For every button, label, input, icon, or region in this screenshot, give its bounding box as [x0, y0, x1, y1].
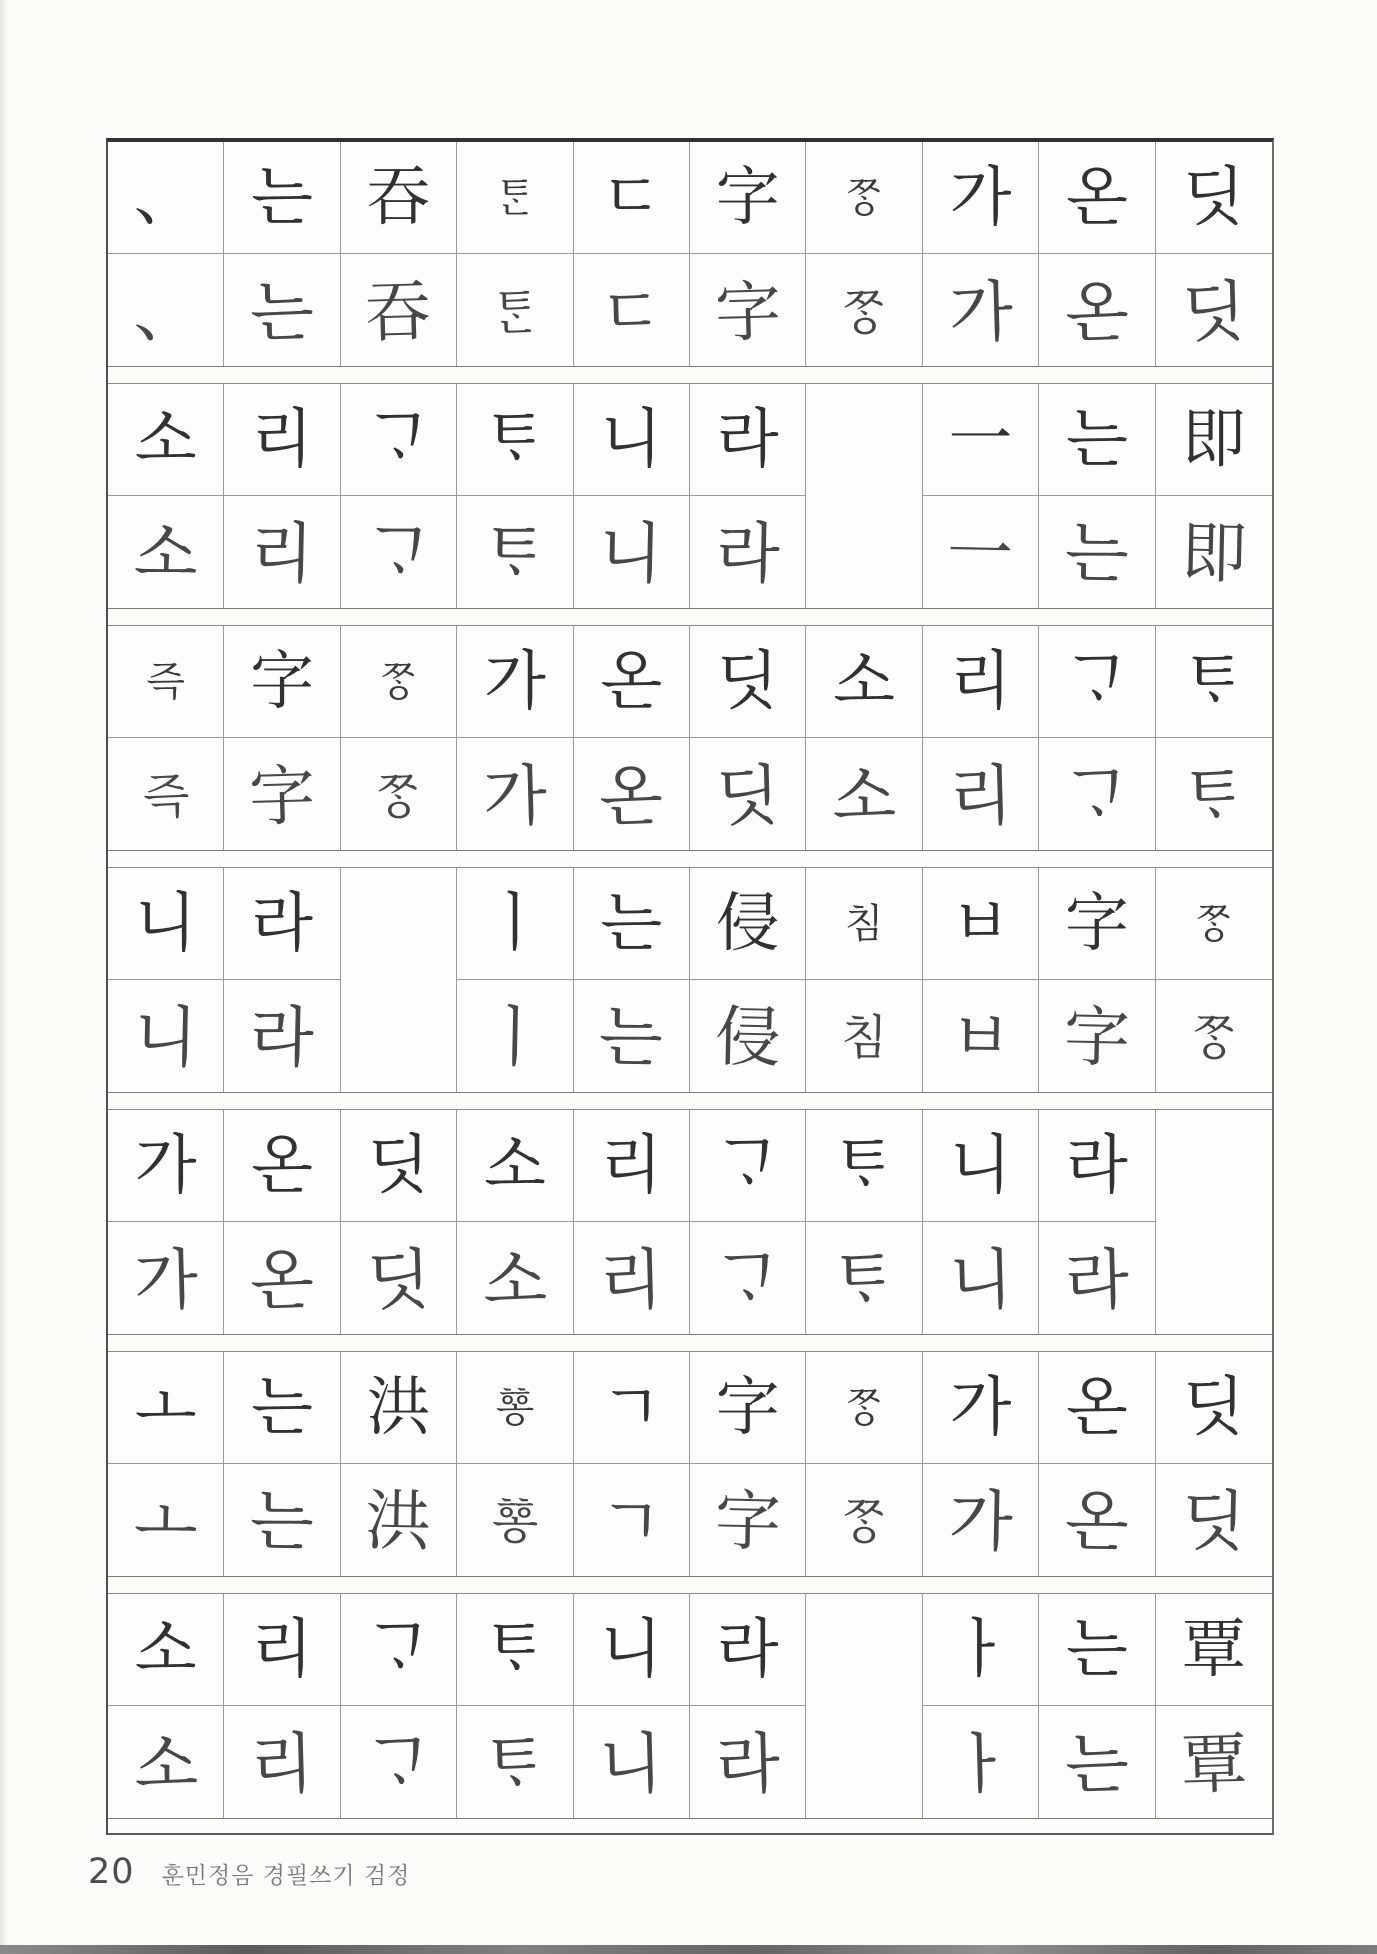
- handwritten-character: ㅗ: [132, 1482, 199, 1561]
- model-cell: [1156, 142, 1272, 254]
- model-character: 即: [1181, 402, 1246, 477]
- model-character: 즉: [146, 658, 186, 705]
- model-character: ᄐᆞ: [833, 1128, 895, 1203]
- handwritten-character: 字: [1063, 998, 1131, 1077]
- handwritten-character: 즉: [141, 768, 190, 826]
- handwritten-character: 字: [713, 273, 782, 352]
- practice-cell: [108, 254, 224, 366]
- practice-cell: [1156, 254, 1272, 366]
- model-cell: [806, 626, 922, 738]
- model-cell: [806, 868, 922, 980]
- model-cell: [690, 1594, 806, 1706]
- practice-cell: [341, 1464, 457, 1576]
- model-character: ㄷ: [600, 160, 663, 235]
- handwritten-character: ᄍᆞᆼ: [840, 1493, 888, 1551]
- model-character: ㅂ: [949, 886, 1012, 961]
- model-character: ᄍᆞᆼ: [1194, 900, 1234, 947]
- handwritten-character: 소: [132, 514, 199, 593]
- model-cell: [1039, 142, 1155, 254]
- model-cell: [806, 1110, 922, 1222]
- handwritten-character: 니: [598, 514, 664, 593]
- model-cell: [224, 1110, 340, 1222]
- model-cell: [457, 1352, 573, 1464]
- character-block: [108, 1109, 1272, 1335]
- model-cell: [108, 626, 224, 738]
- model-character: 가: [949, 1370, 1012, 1445]
- handwritten-character: ㄷ: [598, 273, 665, 352]
- model-character: 온: [1065, 1370, 1128, 1445]
- model-character: ᄀᆞ: [716, 1128, 779, 1203]
- practice-cell: [341, 1706, 457, 1818]
- handwritten-character: 딧: [1181, 1482, 1247, 1561]
- practice-cell: [1039, 738, 1155, 850]
- scan-edge-bottom: [0, 1945, 1377, 1954]
- model-character: 는: [251, 1370, 313, 1445]
- practice-cell: [574, 1222, 690, 1334]
- handwritten-character: 、: [131, 273, 200, 352]
- model-cell: [574, 1110, 690, 1222]
- model-character: 는: [251, 160, 313, 235]
- handwritten-character: ᄀᆞ: [365, 514, 432, 593]
- model-cell: [341, 142, 457, 254]
- handwritten-character: 侵: [713, 998, 782, 1077]
- model-character: 온: [251, 1128, 313, 1203]
- practice-cell: [923, 1706, 1039, 1818]
- model-character: ᄍᆞᆼ: [844, 1384, 884, 1431]
- model-cell: [457, 1110, 573, 1222]
- model-character: 字: [1064, 886, 1129, 961]
- handwritten-character: ᄀᆞ: [1064, 757, 1130, 836]
- handwritten-character: 洪: [364, 1482, 433, 1561]
- model-character: ㄱ: [600, 1370, 663, 1445]
- practice-cell: [108, 1464, 224, 1576]
- practice-cell: [341, 1222, 457, 1334]
- model-character: 가: [483, 644, 546, 719]
- handwritten-character: 라: [249, 998, 315, 1077]
- page-footer: [88, 1852, 410, 1892]
- handwritten-character: ㅣ: [482, 998, 548, 1077]
- practice-cell: [457, 1706, 573, 1818]
- handwritten-character: 는: [598, 998, 664, 1077]
- handwritten-character: 라: [714, 514, 781, 593]
- handwritten-character: 소: [132, 1725, 199, 1804]
- practice-cell: [806, 1222, 922, 1334]
- model-character: 소: [483, 1128, 546, 1203]
- practice-cell: [224, 254, 340, 366]
- practice-cell: [457, 254, 573, 366]
- practice-cell: [108, 738, 224, 850]
- model-character: ᄍᆞᆼ: [844, 174, 884, 221]
- model-cell: [574, 868, 690, 980]
- model-character: 는: [1065, 1612, 1128, 1687]
- practice-cell: [224, 738, 340, 850]
- model-cell: [923, 384, 1039, 496]
- practice-cell: [574, 496, 690, 608]
- model-cell: [341, 1594, 457, 1706]
- practice-cell: [457, 1464, 573, 1576]
- blank-cell: [1156, 1110, 1272, 1334]
- handwritten-character: ᄐᆞ: [1180, 757, 1247, 836]
- handwritten-character: 는: [249, 1482, 315, 1561]
- practice-cell: [923, 254, 1039, 366]
- model-character: ᄐᆞ: [1182, 644, 1245, 719]
- handwritten-character: ㅂ: [947, 998, 1014, 1077]
- practice-cell: [690, 980, 806, 1092]
- model-cell: [574, 1594, 690, 1706]
- practice-cell: [690, 1464, 806, 1576]
- model-cell: [1156, 626, 1272, 738]
- blank-cell: [806, 1594, 922, 1818]
- practice-cell: [1039, 496, 1155, 608]
- practice-cell: [1039, 980, 1155, 1092]
- model-cell: [1039, 384, 1155, 496]
- practice-cell: [923, 496, 1039, 608]
- handwritten-character: ᄍᆞᆼ: [840, 284, 889, 342]
- model-cell: [806, 142, 922, 254]
- handwritten-character: ᄐᆞ: [482, 514, 548, 593]
- model-character: 는: [1065, 402, 1128, 477]
- model-cell: [574, 142, 690, 254]
- practice-cell: [108, 496, 224, 608]
- practice-cell: [1039, 1464, 1155, 1576]
- handwritten-character: 리: [947, 757, 1014, 836]
- handwritten-character: 覃: [1179, 1725, 1248, 1804]
- handwritten-character: 가: [947, 1482, 1014, 1561]
- model-cell: [690, 142, 806, 254]
- model-character: 侵: [715, 886, 780, 961]
- handwritten-character: 리: [249, 1725, 316, 1804]
- model-character: 온: [1065, 160, 1128, 235]
- handwritten-character: 딧: [1180, 273, 1247, 352]
- handwritten-character: 침: [840, 1009, 888, 1067]
- handwritten-character: ᄍᆞᆼ: [1189, 1009, 1238, 1067]
- character-block: [108, 383, 1272, 609]
- practice-cell: [574, 980, 690, 1092]
- practice-cell: [690, 496, 806, 608]
- model-cell: [457, 142, 573, 254]
- practice-cell: [690, 254, 806, 366]
- practice-cell: [574, 1464, 690, 1576]
- model-cell: [1156, 868, 1272, 980]
- model-character: 니: [600, 1612, 663, 1687]
- character-block: [108, 142, 1272, 367]
- model-cell: [341, 384, 457, 496]
- model-cell: [923, 626, 1039, 738]
- model-character: 가: [949, 160, 1012, 235]
- practice-cell: [457, 1222, 573, 1334]
- model-cell: [224, 384, 340, 496]
- practice-cell: [923, 738, 1039, 850]
- model-cell: [923, 1110, 1039, 1222]
- model-character: 니: [134, 886, 197, 961]
- model-character: 리: [949, 644, 1012, 719]
- handwritten-character: 는: [1064, 1725, 1130, 1804]
- model-cell: [690, 384, 806, 496]
- practice-cell: [224, 1464, 340, 1576]
- model-cell: [1156, 1594, 1272, 1706]
- handwritten-character: 即: [1179, 514, 1248, 593]
- handwritten-character: 딧: [714, 757, 781, 836]
- model-character: 覃: [1181, 1612, 1246, 1687]
- model-character: 洪: [366, 1370, 431, 1445]
- model-character: 리: [251, 402, 313, 477]
- scan-edge-left: [0, 0, 7, 1954]
- practice-cell: [806, 254, 922, 366]
- practice-cell: [690, 1222, 806, 1334]
- practice-cell: [806, 1464, 922, 1576]
- model-character: 字: [715, 1370, 780, 1445]
- model-character: 라: [1065, 1128, 1128, 1203]
- handwritten-character: ᄐᆞᆫ: [491, 284, 539, 342]
- model-cell: [806, 1352, 922, 1464]
- model-character: ᄀᆞ: [1065, 644, 1128, 719]
- footer-title: 훈민정음 경필쓰기 검정: [161, 1863, 411, 1889]
- model-character: 딧: [1182, 1370, 1245, 1445]
- model-cell: [108, 142, 224, 254]
- model-cell: [690, 626, 806, 738]
- handwritten-character: 라: [1064, 1241, 1130, 1320]
- model-cell: [690, 1352, 806, 1464]
- page-number: 20: [88, 1852, 135, 1892]
- handwritten-character: ᄐᆞ: [482, 1725, 548, 1804]
- model-cell: [1039, 1594, 1155, 1706]
- model-character: 라: [251, 886, 313, 961]
- handwritten-character: 字: [713, 1482, 782, 1561]
- handwritten-character: 가: [482, 757, 548, 836]
- handwritten-character: 一: [946, 514, 1015, 593]
- model-cell: [224, 1352, 340, 1464]
- model-cell: [108, 1594, 224, 1706]
- model-cell: [923, 868, 1039, 980]
- handwritten-character: ᄐᆞ: [831, 1241, 898, 1320]
- model-character: ㅣ: [483, 886, 546, 961]
- practice-cell: [1156, 496, 1272, 608]
- model-cell: [574, 626, 690, 738]
- handwritten-character: 소: [482, 1241, 548, 1320]
- handwritten-character: 온: [1064, 273, 1130, 352]
- model-character: 침: [844, 900, 884, 947]
- practice-table: [106, 138, 1274, 1835]
- practice-cell: [457, 496, 573, 608]
- model-cell: [341, 1110, 457, 1222]
- handwritten-character: 가: [132, 1241, 199, 1320]
- model-character: 라: [716, 1612, 779, 1687]
- handwritten-character: ᅘᅩᆼ: [491, 1493, 539, 1551]
- handwritten-character: ㄱ: [598, 1482, 664, 1561]
- practice-cell: [224, 1222, 340, 1334]
- practice-cell: [806, 980, 922, 1092]
- practice-cell: [806, 738, 922, 850]
- model-cell: [923, 142, 1039, 254]
- model-cell: [457, 626, 573, 738]
- model-cell: [1039, 868, 1155, 980]
- handwritten-character: 딧: [365, 1241, 432, 1320]
- practice-cell: [690, 738, 806, 850]
- handwritten-character: 리: [249, 514, 315, 593]
- practice-cell: [1156, 980, 1272, 1092]
- handwritten-character: 가: [947, 273, 1014, 352]
- model-character: ㅗ: [134, 1370, 197, 1445]
- practice-cell: [574, 254, 690, 366]
- model-cell: [457, 868, 573, 980]
- model-cell: [1039, 626, 1155, 738]
- model-character: ᅘᅩᆼ: [495, 1384, 535, 1431]
- model-cell: [690, 1110, 806, 1222]
- model-character: 소: [134, 402, 197, 477]
- practice-cell: [923, 980, 1039, 1092]
- model-cell: [224, 626, 340, 738]
- handwritten-character: 온: [598, 757, 665, 836]
- model-character: 字: [250, 644, 315, 719]
- model-character: 리: [251, 1612, 313, 1687]
- model-cell: [224, 868, 340, 980]
- model-character: ᄍᆞᆼ: [379, 658, 418, 705]
- practice-cell: [341, 496, 457, 608]
- model-cell: [923, 1594, 1039, 1706]
- model-character: 라: [716, 402, 779, 477]
- model-character: 온: [600, 644, 663, 719]
- practice-cell: [690, 1706, 806, 1818]
- handwritten-character: 는: [249, 273, 316, 352]
- model-cell: [574, 384, 690, 496]
- model-cell: [341, 626, 457, 738]
- handwritten-character: ᄀᆞ: [714, 1241, 781, 1320]
- practice-cell: [1156, 1464, 1272, 1576]
- model-cell: [224, 1594, 340, 1706]
- practice-cell: [1156, 1706, 1272, 1818]
- model-character: 니: [600, 402, 663, 477]
- practice-cell: [224, 980, 340, 1092]
- handwritten-character: 소: [831, 757, 898, 836]
- model-character: ᄐᆞᆫ: [495, 174, 535, 221]
- model-cell: [341, 1352, 457, 1464]
- practice-cell: [574, 1706, 690, 1818]
- handwritten-character: ㅏ: [947, 1725, 1014, 1804]
- handwritten-character: 온: [249, 1241, 316, 1320]
- model-cell: [923, 1352, 1039, 1464]
- practice-cell: [108, 1222, 224, 1334]
- model-character: 소: [134, 1612, 197, 1687]
- model-character: ᄀᆞ: [367, 402, 430, 477]
- model-cell: [224, 142, 340, 254]
- model-cell: [108, 1110, 224, 1222]
- model-cell: [1039, 1110, 1155, 1222]
- model-character: 는: [600, 886, 663, 961]
- model-character: 딧: [716, 644, 779, 719]
- model-cell: [108, 868, 224, 980]
- character-block: [108, 867, 1272, 1093]
- model-cell: [108, 1352, 224, 1464]
- practice-cell: [923, 1222, 1039, 1334]
- practice-cell: [574, 738, 690, 850]
- model-cell: [1156, 1352, 1272, 1464]
- model-cell: [108, 384, 224, 496]
- practice-cell: [1039, 1706, 1155, 1818]
- model-character: 딧: [1182, 160, 1245, 235]
- model-character: ᄐᆞ: [483, 1612, 546, 1687]
- handwritten-character: 吞: [364, 273, 433, 352]
- handwritten-character: 니: [947, 1241, 1014, 1320]
- handwritten-character: 리: [598, 1241, 665, 1320]
- model-cell: [457, 384, 573, 496]
- practice-cell: [1039, 1222, 1155, 1334]
- model-character: ᄀᆞ: [367, 1612, 430, 1687]
- practice-cell: [108, 980, 224, 1092]
- model-cell: [574, 1352, 690, 1464]
- practice-cell: [341, 254, 457, 366]
- model-cell: [457, 1594, 573, 1706]
- model-cell: [1156, 384, 1272, 496]
- character-block: [108, 625, 1272, 851]
- practice-cell: [457, 738, 573, 850]
- model-character: 가: [134, 1128, 197, 1203]
- handwritten-character: 니: [132, 998, 199, 1077]
- handwritten-character: 는: [1064, 514, 1130, 593]
- model-character: 리: [600, 1128, 663, 1203]
- handwritten-character: 라: [714, 1725, 781, 1804]
- practice-cell: [1156, 738, 1272, 850]
- model-character: 一: [948, 402, 1013, 477]
- model-cell: [1039, 1352, 1155, 1464]
- model-character: 字: [715, 160, 780, 235]
- practice-cell: [341, 738, 457, 850]
- practice-cell: [224, 496, 340, 608]
- handwritten-character: 字: [248, 757, 317, 836]
- model-character: ㅏ: [949, 1612, 1012, 1687]
- model-character: 吞: [366, 160, 431, 235]
- practice-cell: [224, 1706, 340, 1818]
- model-character: 、: [133, 160, 198, 235]
- handwritten-character: ᄀᆞ: [365, 1725, 432, 1804]
- practice-cell: [1039, 254, 1155, 366]
- practice-cell: [923, 1464, 1039, 1576]
- character-block: [108, 1593, 1272, 1819]
- practice-cell: [108, 1706, 224, 1818]
- handwritten-character: ᄍᆞᆼ: [374, 768, 423, 826]
- blank-cell: [806, 384, 922, 608]
- model-cell: [690, 868, 806, 980]
- handwritten-character: 온: [1064, 1482, 1130, 1561]
- practice-cell: [457, 980, 573, 1092]
- character-block: [108, 1351, 1272, 1577]
- handwritten-character: 니: [598, 1725, 665, 1804]
- model-character: ᄐᆞ: [483, 402, 546, 477]
- model-character: 딧: [367, 1128, 430, 1203]
- model-character: 니: [949, 1128, 1012, 1203]
- model-character: 소: [833, 644, 895, 719]
- blank-cell: [341, 868, 457, 1092]
